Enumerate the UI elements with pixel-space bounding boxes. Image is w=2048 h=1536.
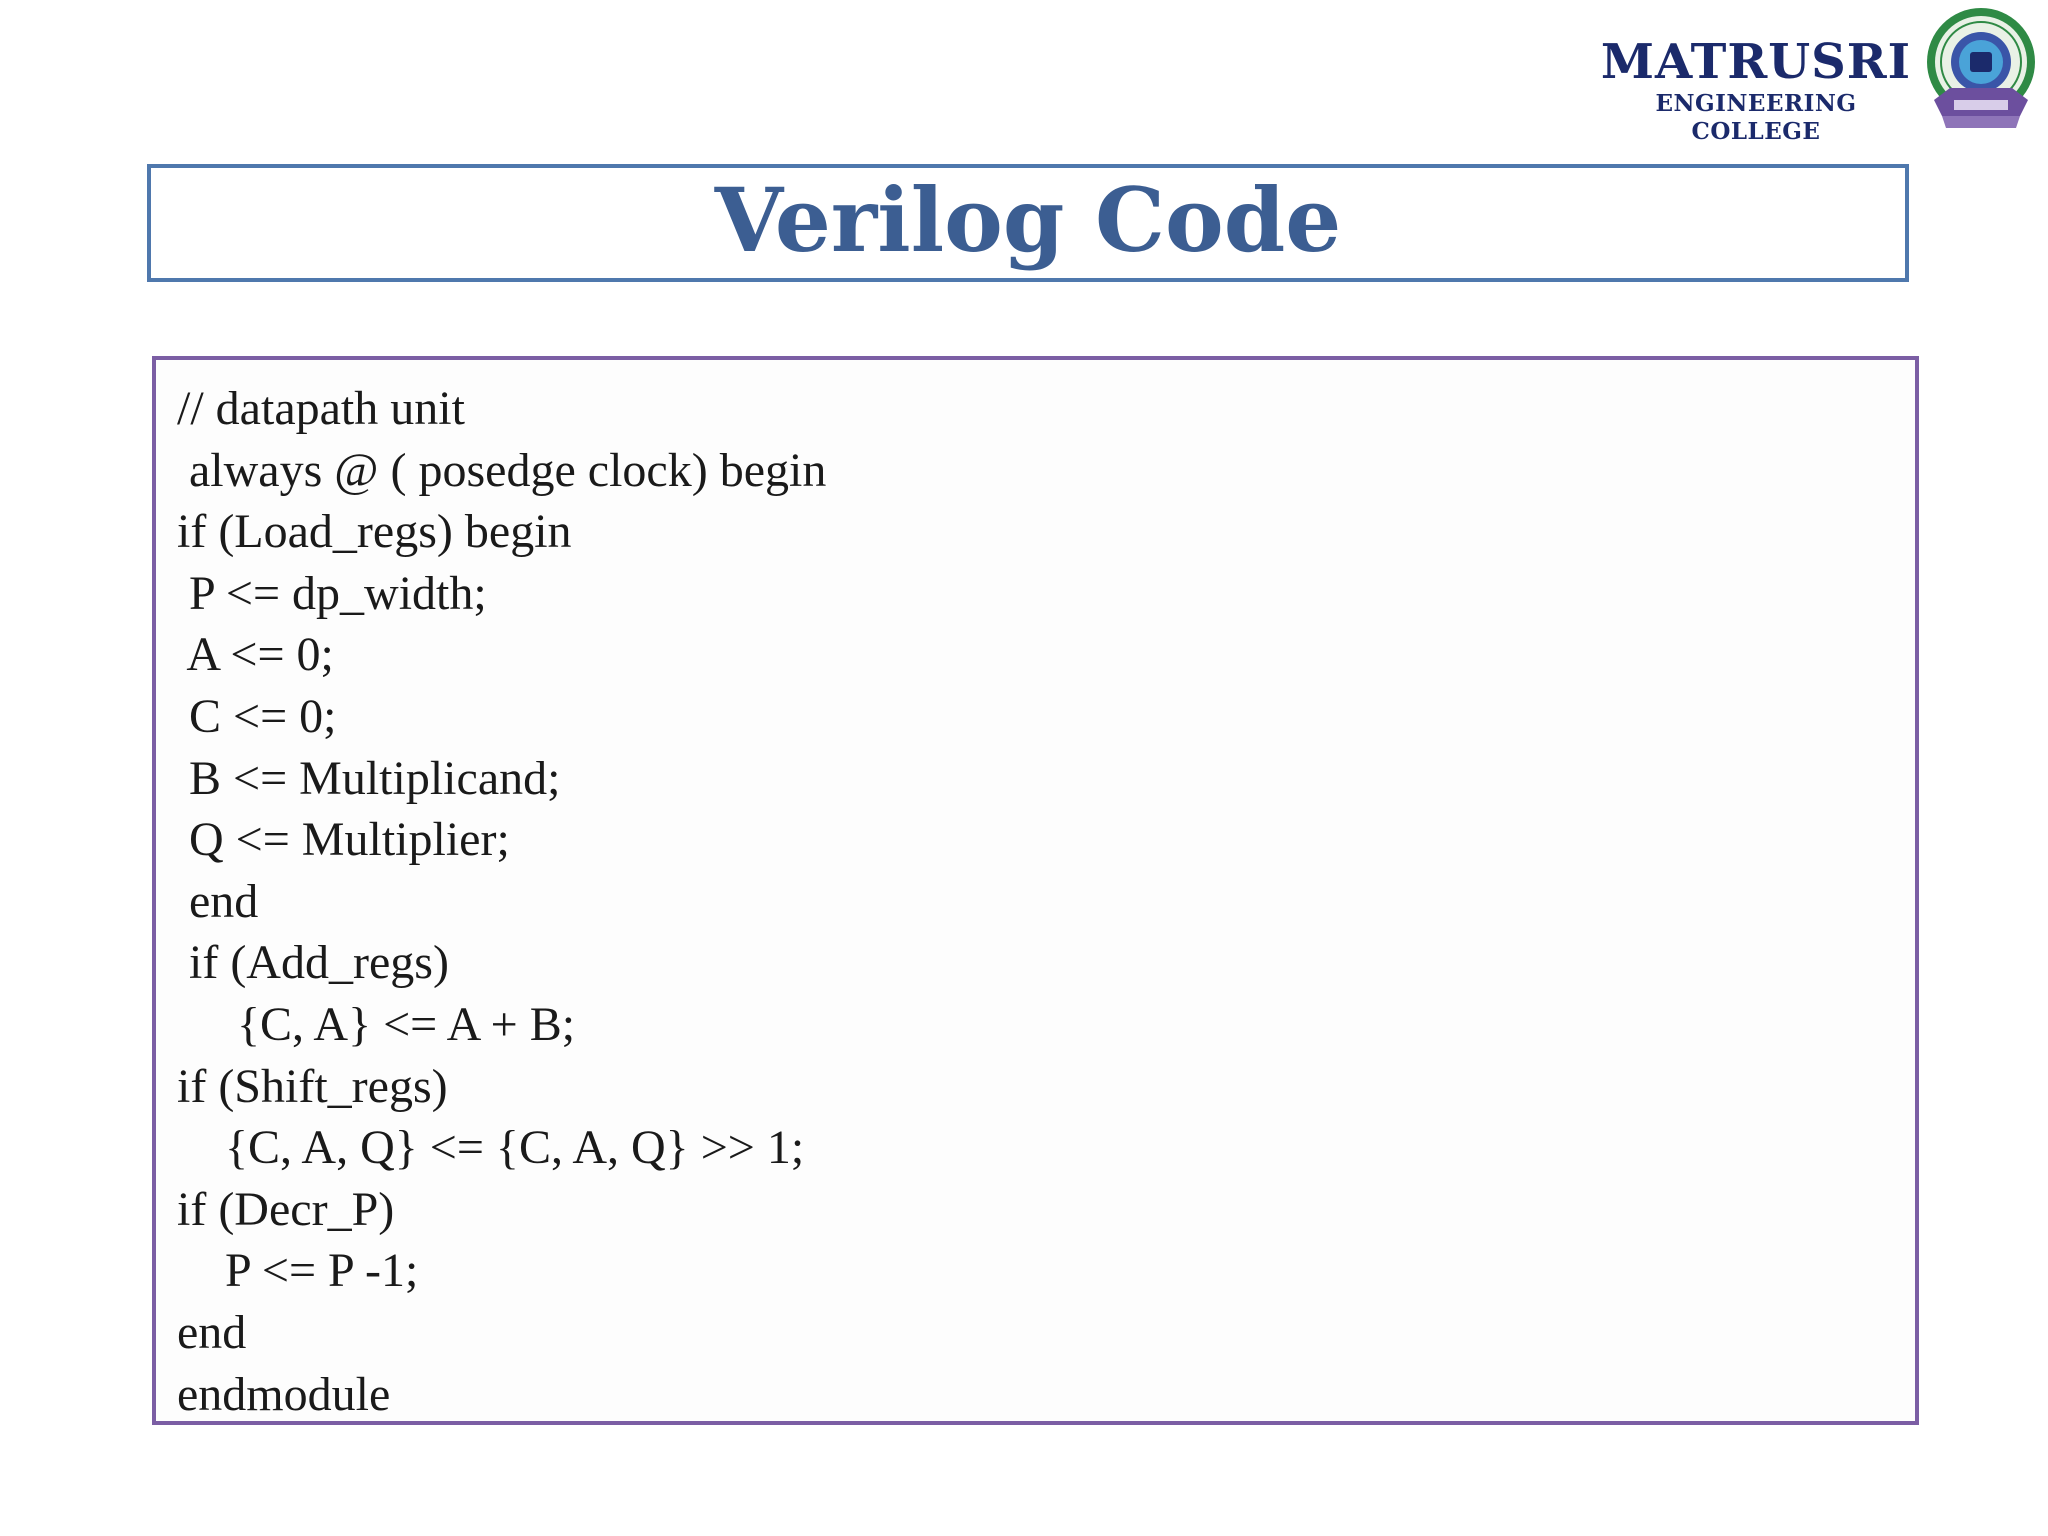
code-line: Q <= Multiplier; [177,813,510,867]
code-line: end [177,874,259,928]
code-line: if (Add_regs) [177,936,449,990]
code-line: A <= 0; [177,628,334,682]
college-seal-icon [1920,4,2042,144]
code-line: always @ ( posedge clock) begin [177,443,827,497]
code-line: {C, A, Q} <= {C, A, Q} >> 1; [177,1121,805,1175]
code-line: if (Decr_P) [177,1182,395,1236]
code-line: B <= Multiplicand; [177,751,561,805]
code-line: {C, A} <= A + B; [177,997,576,1051]
code-block [177,378,826,1425]
code-line: // datapath unit [177,382,465,435]
logo-subtitle: ENGINEERING COLLEGE [1655,90,1857,145]
logo-text [1600,34,1912,146]
code-line: P <= dp_width; [177,566,487,620]
title-box [147,164,1909,282]
code-line: endmodule [177,1367,391,1421]
college-logo [1592,4,2044,144]
code-line: P <= P -1; [177,1244,419,1298]
code-line: if (Load_regs) begin [177,505,572,559]
code-line: C <= 0; [177,689,337,743]
logo-name: MATRUSRI [1600,34,1912,90]
code-line: if (Shift_regs) [177,1059,448,1113]
code-line: end [177,1305,247,1359]
code-box [152,356,1919,1425]
slide-title: Verilog Code [714,168,1342,272]
